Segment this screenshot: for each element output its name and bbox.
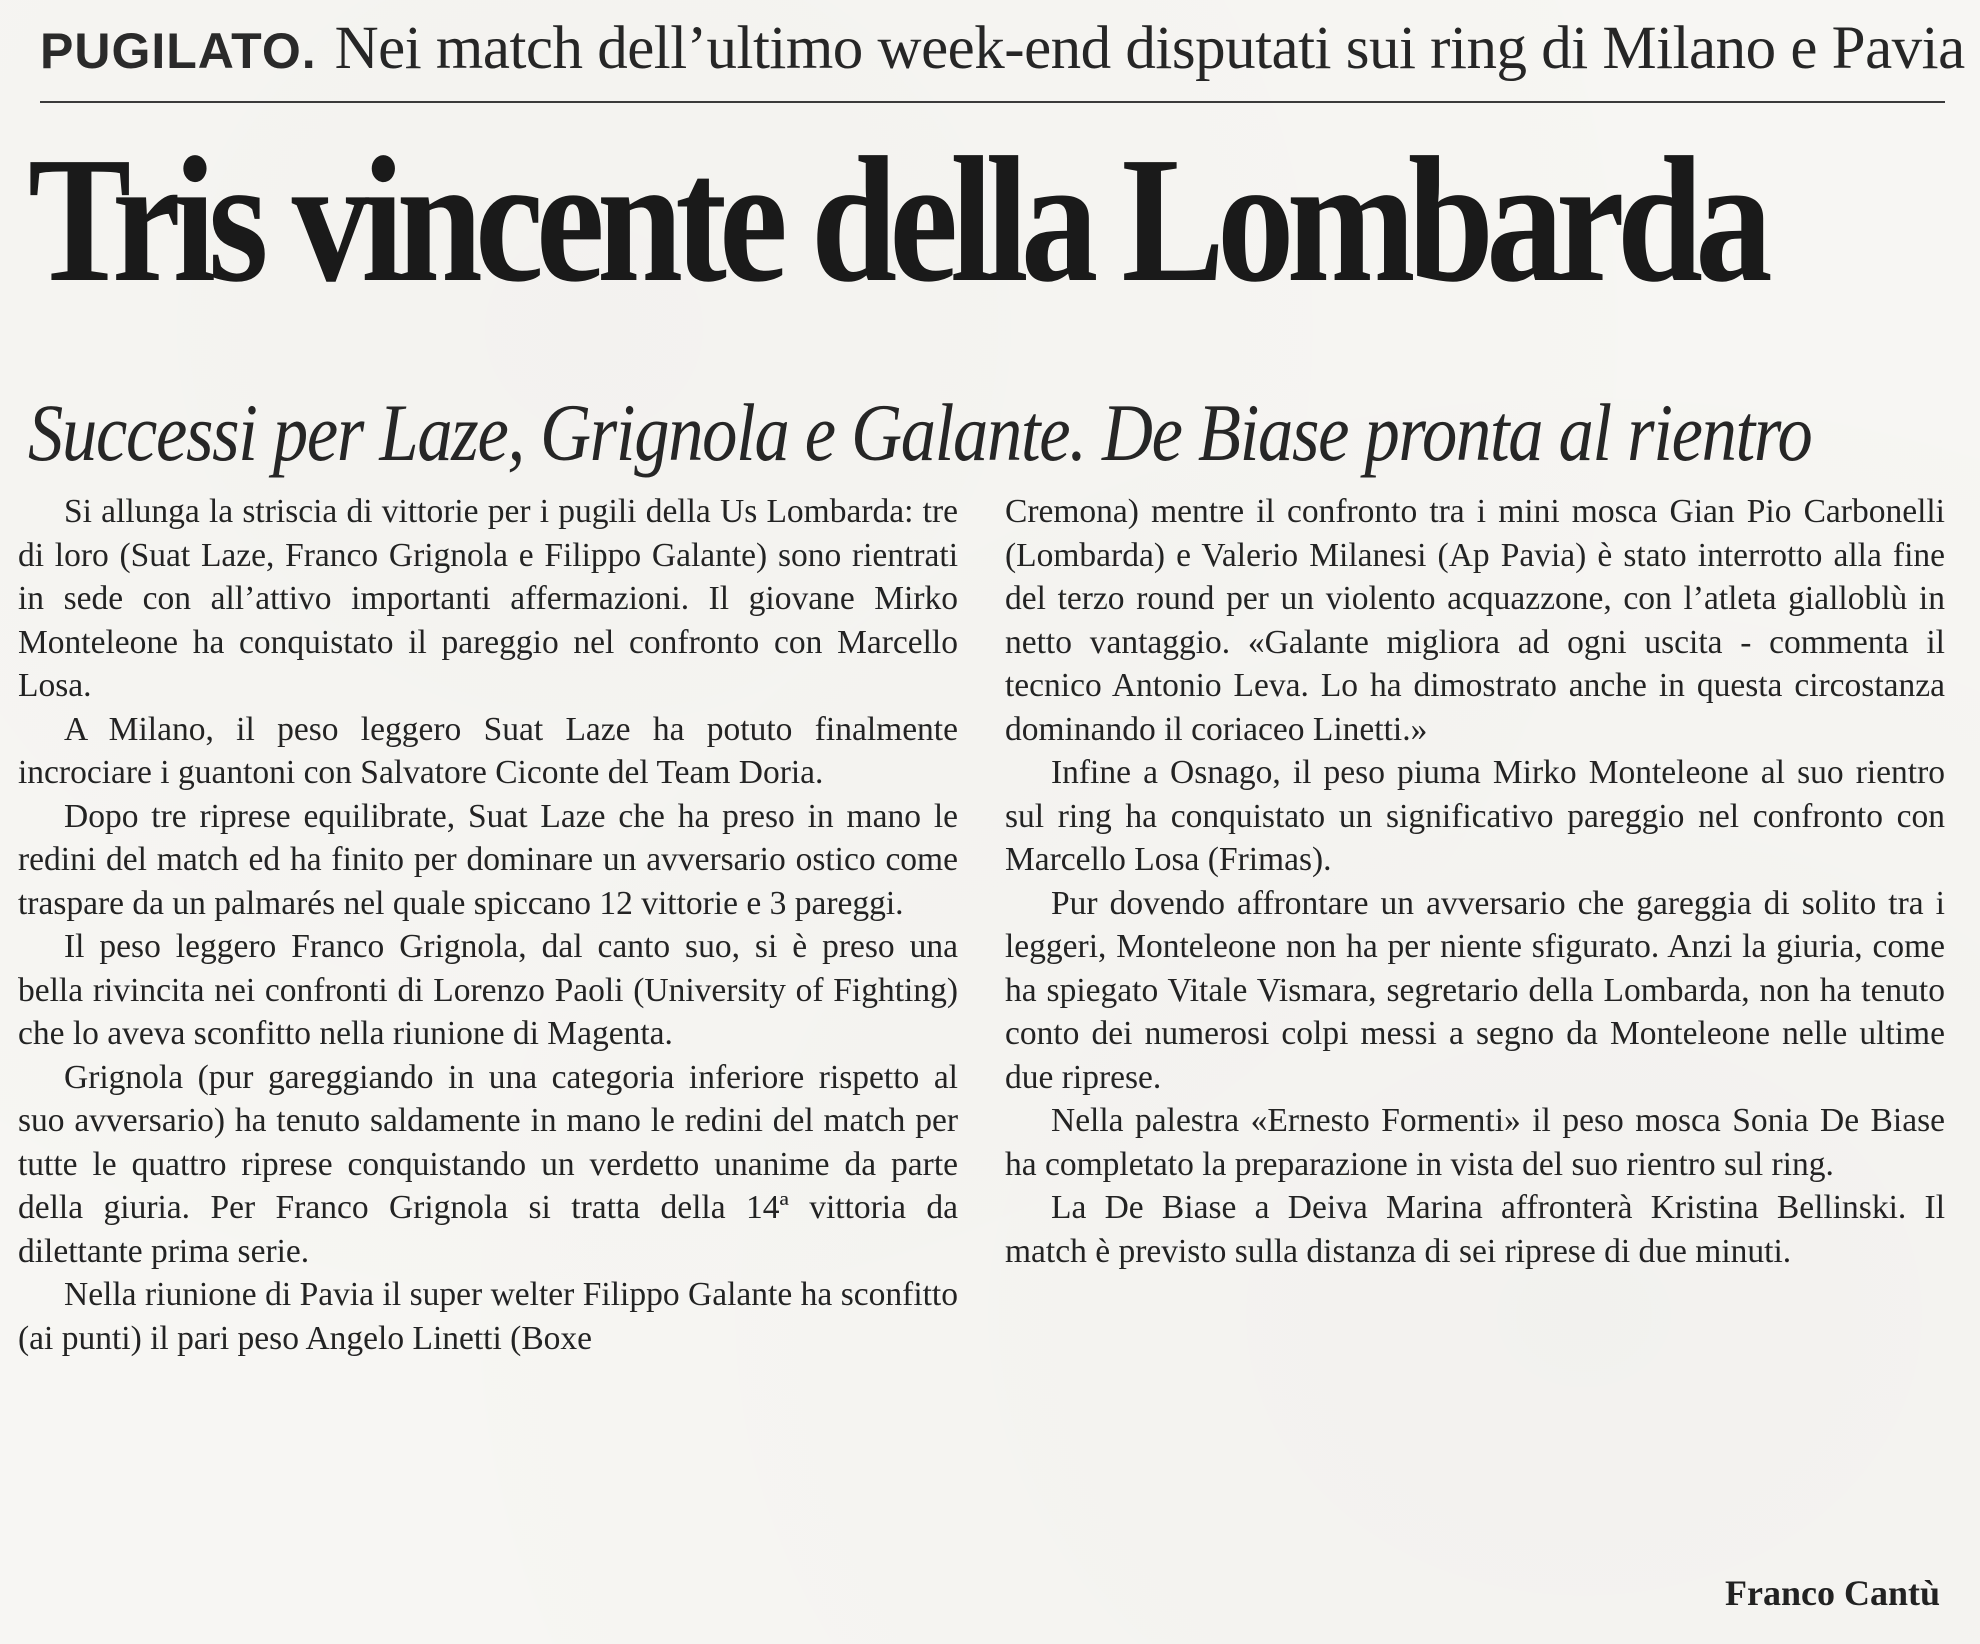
subheadline: Successi per Laze, Grignola e Galante. De Biase pronta al rientro <box>28 387 1812 478</box>
article-column-left <box>18 490 958 1360</box>
paragraph: Pur dovendo affrontare un avversario che gareggia di solito tra i leggeri, Monteleone non ha per niente sfigurato. Anzi la giuria, come ha spiegato Vitale Vismara, segretario della Lombarda, non ha tenuto conto dei numerosi colpi messi a segno da Monteleone nelle ultime due riprese. <box>1005 884 1945 1096</box>
paragraph: La De Biase a Deiva Marina affronterà Kristina Bellinski. Il match è previsto sulla distanza di sei riprese di due minuti. <box>1005 1189 1945 1270</box>
paragraph-continuation: Cremona) mentre il confronto tra i mini mosca Gian Pio Carbonelli (Lombarda) e Valerio Milanesi (Ap Pavia) è stato interrotto alla fine del terzo round per un violento acquazzone, con l’atleta gialloblù in netto vantaggio. «Galante migliora ad ogni uscita - commenta il tecnico Antonio Leva. Lo ha dimostrato anche in questa circostanza dominando il coriaceo Linetti.» <box>1005 493 1945 748</box>
paragraph: Nella palestra «Ernesto Formenti» il peso mosca Sonia De Biase ha completato la preparazione in vista del suo rientro sul ring. <box>1005 1102 1945 1183</box>
paragraph: Il peso leggero Franco Grignola, dal canto suo, si è preso una bella rivincita nei confronti di Lorenzo Paoli (University of Fighting) che lo aveva sconfitto nella riunione di Magenta. <box>18 928 958 1052</box>
paragraph: Infine a Osnago, il peso piuma Mirko Monteleone al suo rientro sul ring ha conquistato un significativo pareggio nel confronto con Marcello Losa (Frimas). <box>1005 754 1945 878</box>
kicker-text: Nei match dell’ultimo week-end disputati sui ring di Milano e Pavia <box>334 15 1965 82</box>
kicker-line <box>40 14 1965 100</box>
paragraph: A Milano, il peso leggero Suat Laze ha potuto finalmente incrociare i guantoni con Salvatore Ciconte del Team Doria. <box>18 710 958 791</box>
paragraph: Dopo tre riprese equilibrate, Suat Laze che ha preso in mano le redini del match ed ha finito per dominare un avversario ostico come traspare da un palmarés nel quale spiccano 12 vittorie e 3 pareggi. <box>18 797 958 922</box>
article-column-right <box>1005 490 1945 1273</box>
paragraph: Grignola (pur gareggiando in una categoria inferiore rispetto al suo avversario) ha tenuto saldamente in mano le redini del match per tutte le quattro riprese conquistando un verdetto unanime da parte della giuria. Per Franco Grignola si tratta della 14ª vittoria da dilettante prima serie. <box>18 1058 958 1270</box>
headline: Tris vincente della Lombarda <box>28 120 1765 319</box>
byline: Franco Cantù <box>1725 1573 1940 1613</box>
section-label: PUGILATO. <box>40 23 317 79</box>
kicker-rule <box>40 101 1945 103</box>
paragraph: Si allunga la striscia di vittorie per i pugili della Us Lombarda: tre di loro (Suat Laze, Franco Grignola e Filippo Galante) sono rientrati in sede con all’attivo importanti affermazioni. Il giovane Mirko Monteleone ha conquistato il pareggio nel confronto con Marcello Losa. <box>18 493 958 704</box>
paragraph: Nella riunione di Pavia il super welter Filippo Galante ha sconfitto (ai punti) il pari peso Angelo Linetti (Boxe <box>18 1276 958 1357</box>
